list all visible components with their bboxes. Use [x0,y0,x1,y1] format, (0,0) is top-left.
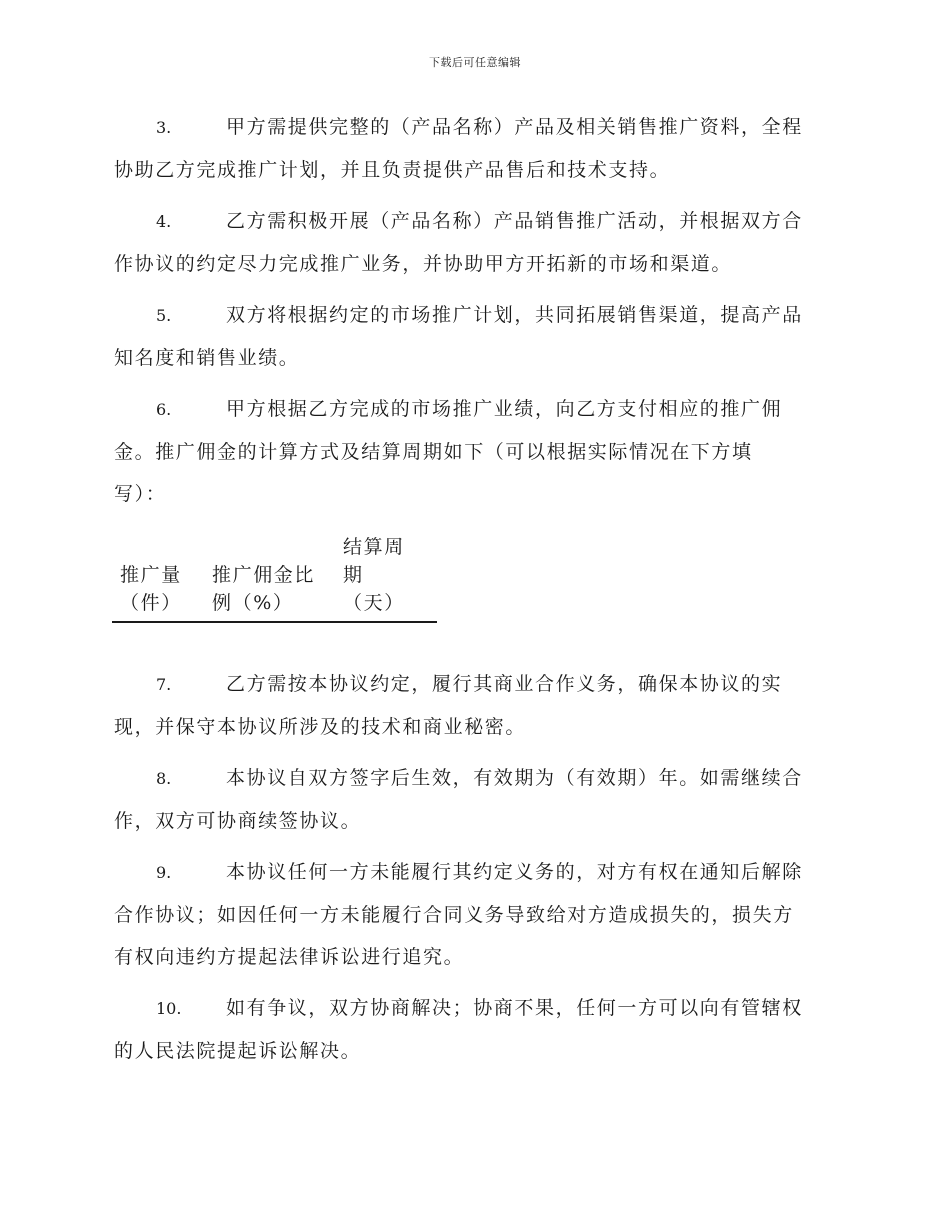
clause-4 [114,200,834,285]
clause-5 [114,294,834,379]
clause-7 [114,663,834,748]
clause-number: 5. [156,306,172,325]
clause-text: 协助乙方完成推广计划，并且负责提供产品售后和技术支持。 [114,159,671,181]
clause-text: 作协议的约定尽力完成推广业务，并协助甲方开拓新的市场和渠道。 [114,253,733,275]
clause-text: 乙方需按本协议约定，履行其商业合作义务，确保本协议的实 [226,673,783,695]
clause-text: 有权向违约方提起法律诉讼进行追究。 [114,946,465,968]
clause-8 [114,757,834,842]
clause-number: 3. [156,118,172,137]
page-header: 下载后可任意编辑 [429,56,521,69]
clause-text: 知名度和销售业绩。 [114,347,300,369]
clause-number: 8. [156,769,172,788]
clause-number: 7. [156,675,172,694]
clause-text: 甲方需提供完整的（产品名称）产品及相关销售推广资料，全程 [226,116,803,138]
clause-text: 的人民法院提起诉讼解决。 [114,1040,362,1062]
clause-number: 4. [156,212,172,231]
clause-9 [114,851,834,978]
clause-number: 10. [156,999,182,1018]
table-header-commission-rate: 推广佣金比 例（%） [212,564,316,614]
clause-6 [114,388,834,515]
clause-10 [114,987,834,1072]
clause-number: 9. [156,863,172,882]
clause-text: 如有争议，双方协商解决；协商不果，任何一方可以向有管辖权 [226,997,803,1019]
clause-text: 现，并保守本协议所涉及的技术和商业秘密。 [114,716,527,738]
clause-number: 6. [156,400,172,419]
table-header-settlement-period: 结算周 期 （天） [343,536,405,614]
clause-text: 甲方根据乙方完成的市场推广业绩，向乙方支付相应的推广佣 [226,398,783,420]
clause-text: 本协议自双方签字后生效，有效期为（有效期）年。如需继续合 [226,767,803,789]
clause-text: 乙方需积极开展（产品名称）产品销售推广活动，并根据双方合 [226,210,803,232]
clause-3 [114,106,834,191]
clause-text: 写）： [114,483,167,505]
clause-text: 金。推广佣金的计算方式及结算周期如下（可以根据实际情况在下方填 [114,441,753,463]
table-header-quantity: 推广量 （件） [120,564,182,614]
clause-text: 合作协议；如因任何一方未能履行合同义务导致给对方造成损失的，损失方 [114,904,794,926]
commission-table [112,535,437,623]
clause-text: 本协议任何一方未能履行其约定义务的，对方有权在通知后解除 [226,861,803,883]
clause-text: 作，双方可协商续签协议。 [114,810,362,832]
clause-text: 双方将根据约定的市场推广计划，共同拓展销售渠道，提高产品 [226,304,803,326]
